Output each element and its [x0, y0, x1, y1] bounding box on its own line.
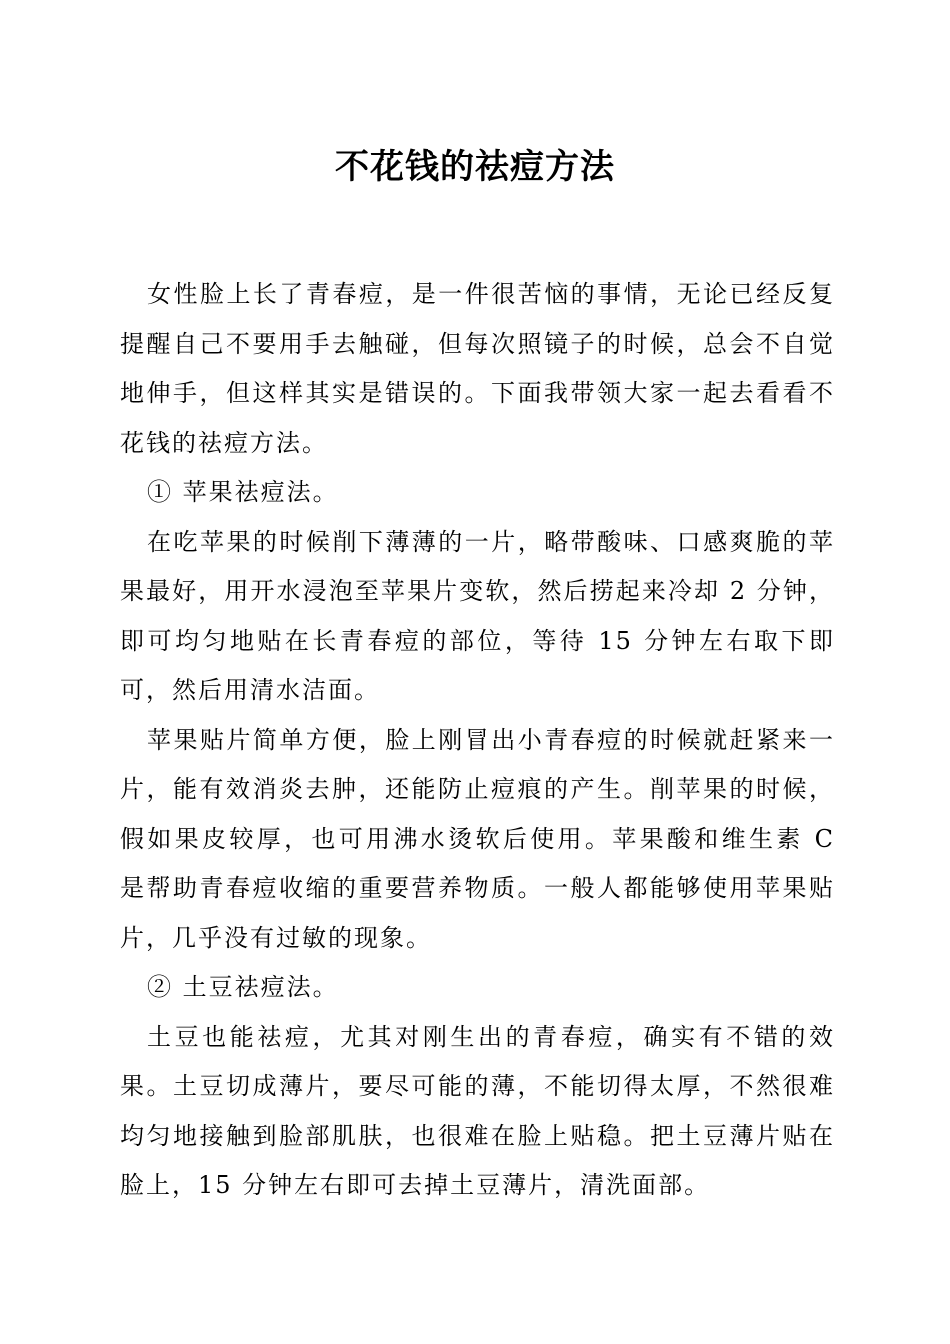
document-body [120, 270, 835, 1211]
section-heading-apple: ① 苹果祛痘法。 [147, 478, 339, 506]
paragraph-intro: 女性脸上长了青春痘，是一件很苦恼的事情，无论已经反复提醒自己不要用手去触碰，但每次照镜子的时候，总会不自觉地伸手，但这样其实是错误的。下面我带领大家一起去看看不花钱的祛痘方法。 [120, 280, 835, 457]
document-title: 不花钱的祛痘方法 [335, 147, 615, 187]
paragraph-potato-method: 土豆也能祛痘，尤其对刚生出的青春痘，确实有不错的效果。土豆切成薄片，要尽可能的薄，不能切得太厚，不然很难均匀地接触到脸部肌肤，也很难在脸上贴稳。把土豆薄片贴在脸上，15 分钟左右即可去掉土豆薄片，清洗面部。 [120, 1022, 835, 1199]
paragraph-apple-benefits: 苹果贴片简单方便，脸上刚冒出小青春痘的时候就赶紧来一片，能有效消炎去肿，还能防止痘痕的产生。削苹果的时候，假如果皮较厚，也可用沸水烫软后使用。苹果酸和维生素 C 是帮助青春痘收缩的重要营养物质。一般人都能够使用苹果贴片，几乎没有过敏的现象。 [120, 725, 835, 952]
paragraph-apple-method: 在吃苹果的时候削下薄薄的一片，略带酸味、口感爽脆的苹果最好，用开水浸泡至苹果片变软，然后捞起来冷却 2 分钟，即可均匀地贴在长青春痘的部位，等待 15 分钟左右取下即可，然后用清水洁面。 [120, 527, 835, 704]
section-heading-potato: ② 土豆祛痘法。 [147, 973, 339, 1001]
